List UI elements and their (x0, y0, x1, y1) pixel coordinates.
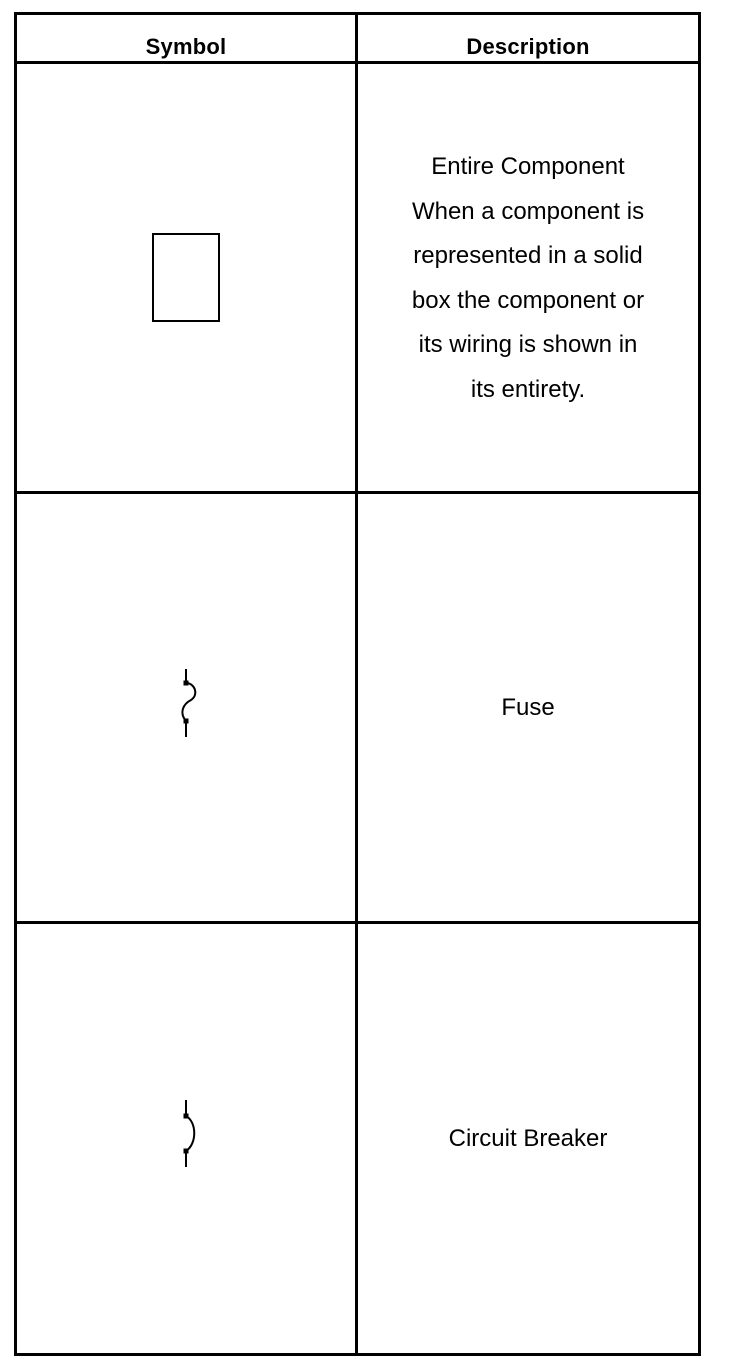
header-symbol: Symbol (145, 34, 227, 59)
description-line: represented in a solid (413, 242, 643, 269)
symbol-legend-table (14, 12, 701, 1357)
description-line: its wiring is shown in (418, 331, 638, 358)
table-row (17, 494, 355, 921)
description-line: When a component is (411, 197, 645, 225)
table-row (17, 924, 355, 1353)
fuse-icon (177, 669, 201, 739)
description-line: box the component or (411, 286, 645, 314)
row-1-description-cell (358, 64, 698, 491)
row-3-description: Circuit Breaker (448, 1124, 608, 1152)
solid-box-icon (152, 233, 220, 322)
description-line: its entirety. (470, 375, 586, 403)
description-line: Entire Component (431, 153, 625, 180)
header-description: Description (466, 34, 590, 59)
table-row (17, 64, 355, 491)
row-2-description: Fuse (501, 693, 555, 721)
row-1-description (412, 145, 644, 412)
circuit-breaker-icon (177, 1100, 201, 1170)
table-right-border (698, 12, 701, 1356)
